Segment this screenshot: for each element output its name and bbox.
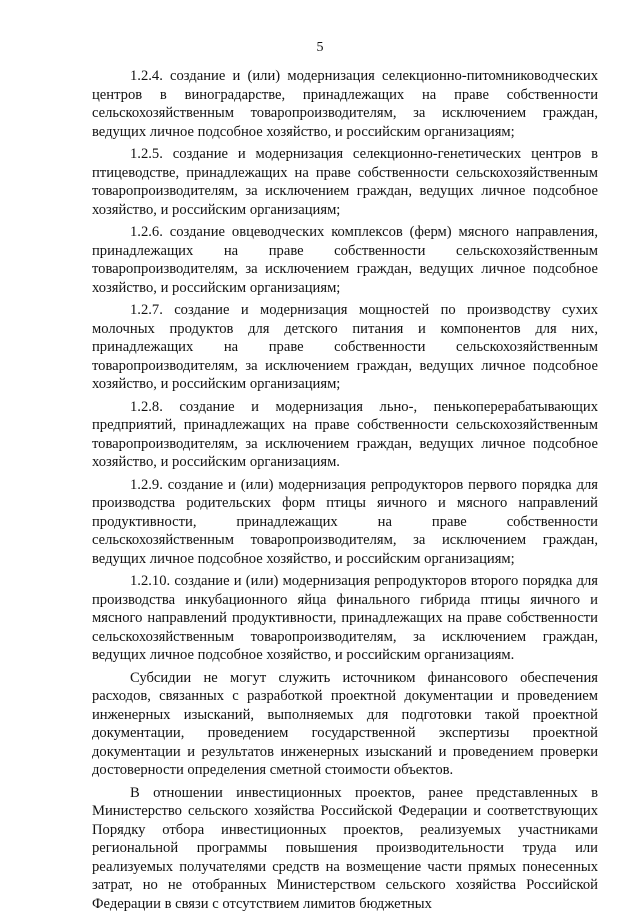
paragraph-1-2-8: 1.2.8. создание и модернизация льно-, пенькоперерабатывающих предприятий, принадлежащих на праве собственности сельскохозяйственным товаропроизводителям, за исключением граждан, ведущих личное подсобное хозяйство, и российским организациям.	[92, 398, 598, 470]
page-number: 5	[316, 40, 324, 55]
paragraph-1-2-9: 1.2.9. создание и (или) модернизация репродукторов первого порядка для производства родительских форм птицы яичного и мясного направлений продуктивности, принадлежащих на праве собственности сельскохозяйственным товаропроизводителям, за исключением граждан, ведущих личное подсобное хозяйство, и российским организациям;	[92, 476, 598, 567]
paragraph-1-2-5: 1.2.5. создание и модернизация селекционно-генетических центров в птицеводстве, принадлежащих на праве собственности сельскохозяйственным товаропроизводителям, за исключением граждан, ведущих личное подсобное хозяйство, и российским организациям;	[92, 146, 598, 218]
paragraph-1-2-4: 1.2.4. создание и (или) модернизация селекционно-питомниководческих центров в виноградарстве, принадлежащих на праве собственности сельскохозяйственным товаропроизводителям, за исключением граждан, ведущих личное подсобное хозяйство, и российским организациям;	[92, 68, 598, 140]
paragraph-investment-projects: В отношении инвестиционных проектов, ранее представленных в Министерство сельского хозяйства Российской Федерации и соответствующих Порядку отбора инвестиционных проектов, реализуемых участниками региональной программы повышения производительности труда или реализуемых получателями средств на возмещение части прямых понесенных затрат, но не отобранных Министерством сельского хозяйства Российской Федерации в связи с отсутствием лимитов бюджетных	[92, 784, 598, 912]
paragraph-1-2-7: 1.2.7. создание и модернизация мощностей по производству сухих молочных продуктов для детского питания и компонентов для них, принадлежащих на праве собственности сельскохозяйственным товаропроизводителям, за исключением граждан, ведущих личное подсобное хозяйство, и российским организациям;	[92, 302, 598, 392]
paragraph-1-2-6: 1.2.6. создание овцеводческих комплексов (ферм) мясного направления, принадлежащих на праве собственности сельскохозяйственным товаропроизводителям, за исключением граждан, ведущих личное подсобное хозяйство, и российским организациям;	[92, 224, 598, 296]
document-body	[92, 67, 598, 917]
paragraph-1-2-10: 1.2.10. создание и (или) модернизация репродукторов второго порядка для производства инкубационного яйца финального гибрида птицы яичного и мясного направлений продуктивности, принадлежащих на праве собственности сельскохозяйственным товаропроизводителям, за исключением граждан, ведущих личное подсобное хозяйство, и российским организациям.	[92, 573, 598, 663]
paragraph-subsidies: Субсидии не могут служить источником финансового обеспечения расходов, связанных с разработкой проектной документации и проведением инженерных изысканий, выполняемых для подготовки такой проектной документации, проведением государственной экспертизы проектной документации и результатов инженерных изысканий и проведением проверки достоверности определения сметной стоимости объектов.	[92, 669, 598, 778]
